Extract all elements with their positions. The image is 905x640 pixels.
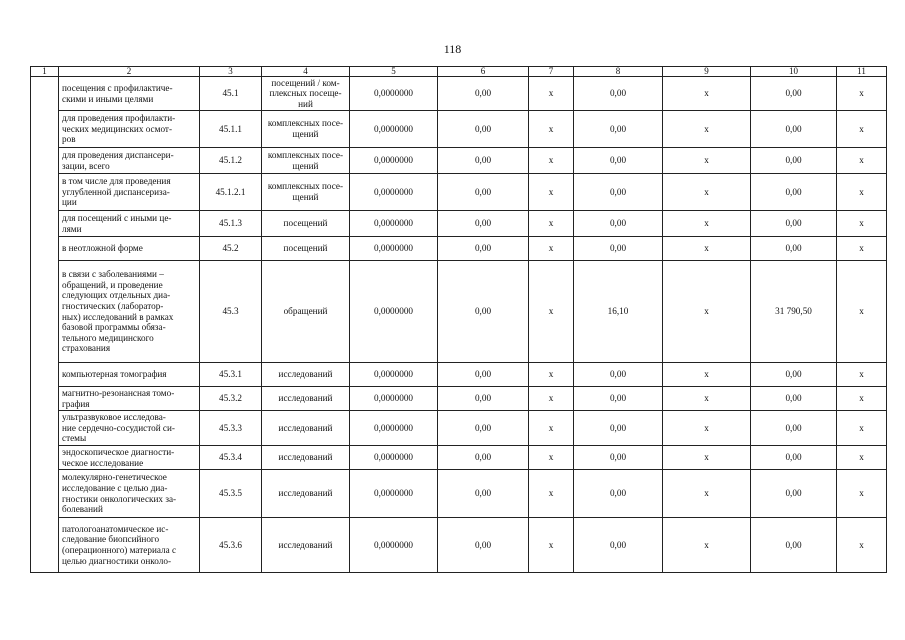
value-col-7-cell: х xyxy=(529,387,574,411)
value-col-9-cell: х xyxy=(663,237,751,261)
unit-cell: исследований xyxy=(262,411,350,446)
row-code-cell: 45.3.4 xyxy=(200,446,262,470)
value-col-6-cell: 0,00 xyxy=(438,411,529,446)
value-col-5-cell: 0,0000000 xyxy=(350,211,438,237)
row-code-cell: 45.1.1 xyxy=(200,111,262,148)
value-col-8-cell: 0,00 xyxy=(574,111,663,148)
indicator-name-cell: ультразвуковое исследова- ние сердечно-сосудистой си- стемы xyxy=(59,411,200,446)
value-col-8-cell: 0,00 xyxy=(574,387,663,411)
table-row xyxy=(31,111,887,148)
indicator-name-cell: компьютерная томография xyxy=(59,363,200,387)
value-col-11-cell: х xyxy=(837,470,887,518)
indicator-name-cell: для посещений с иными це- лями xyxy=(59,211,200,237)
value-col-8-cell: 0,00 xyxy=(574,446,663,470)
value-col-11-cell: х xyxy=(837,237,887,261)
value-col-11-cell: х xyxy=(837,111,887,148)
column-number: 2 xyxy=(59,67,200,77)
column-number: 1 xyxy=(31,67,59,77)
value-col-6-cell: 0,00 xyxy=(438,111,529,148)
value-col-6-cell: 0,00 xyxy=(438,77,529,111)
value-col-5-cell: 0,0000000 xyxy=(350,411,438,446)
value-col-6-cell: 0,00 xyxy=(438,387,529,411)
value-col-7-cell: х xyxy=(529,174,574,211)
value-col-5-cell: 0,0000000 xyxy=(350,237,438,261)
table-row xyxy=(31,237,887,261)
value-col-9-cell: х xyxy=(663,411,751,446)
value-col-10-cell: 0,00 xyxy=(751,77,837,111)
value-col-10-cell: 0,00 xyxy=(751,211,837,237)
row-code-cell: 45.3.6 xyxy=(200,518,262,573)
table-row xyxy=(31,470,887,518)
unit-cell: исследований xyxy=(262,518,350,573)
value-col-7-cell: х xyxy=(529,261,574,363)
row-code-cell: 45.1.2 xyxy=(200,148,262,174)
unit-cell: исследований xyxy=(262,387,350,411)
value-col-6-cell: 0,00 xyxy=(438,174,529,211)
value-col-8-cell: 16,10 xyxy=(574,261,663,363)
row-code-cell: 45.1 xyxy=(200,77,262,111)
table-row xyxy=(31,261,887,363)
value-col-9-cell: х xyxy=(663,387,751,411)
value-col-6-cell: 0,00 xyxy=(438,446,529,470)
value-col-8-cell: 0,00 xyxy=(574,518,663,573)
value-col-10-cell: 0,00 xyxy=(751,363,837,387)
table-row xyxy=(31,411,887,446)
value-col-8-cell: 0,00 xyxy=(574,411,663,446)
unit-cell: посещений / ком- плексных посеще- ний xyxy=(262,77,350,111)
column-number: 4 xyxy=(262,67,350,77)
indicator-name-cell: патологоанатомическое ис- следование биопсийного (операционного) материала с целью диагностики онколо- xyxy=(59,518,200,573)
row-code-cell: 45.3.2 xyxy=(200,387,262,411)
value-col-9-cell: х xyxy=(663,211,751,237)
row-code-cell: 45.3.3 xyxy=(200,411,262,446)
row-code-cell: 45.3.1 xyxy=(200,363,262,387)
value-col-7-cell: х xyxy=(529,518,574,573)
value-col-5-cell: 0,0000000 xyxy=(350,387,438,411)
column-number: 7 xyxy=(529,67,574,77)
value-col-10-cell: 0,00 xyxy=(751,237,837,261)
value-col-6-cell: 0,00 xyxy=(438,518,529,573)
value-col-10-cell: 0,00 xyxy=(751,411,837,446)
value-col-7-cell: х xyxy=(529,363,574,387)
column-number: 8 xyxy=(574,67,663,77)
value-col-7-cell: х xyxy=(529,111,574,148)
value-col-9-cell: х xyxy=(663,111,751,148)
column-number: 11 xyxy=(837,67,887,77)
unit-cell: посещений xyxy=(262,237,350,261)
value-col-7-cell: х xyxy=(529,211,574,237)
data-table xyxy=(30,66,887,573)
value-col-9-cell: х xyxy=(663,77,751,111)
value-col-8-cell: 0,00 xyxy=(574,470,663,518)
value-col-9-cell: х xyxy=(663,261,751,363)
value-col-5-cell: 0,0000000 xyxy=(350,363,438,387)
value-col-11-cell: х xyxy=(837,261,887,363)
row-code-cell: 45.1.3 xyxy=(200,211,262,237)
value-col-10-cell: 31 790,50 xyxy=(751,261,837,363)
value-col-10-cell: 0,00 xyxy=(751,148,837,174)
value-col-6-cell: 0,00 xyxy=(438,211,529,237)
indicator-name-cell: в связи с заболеваниями – обращений, и проведение следующих отдельных диа- гностических (лаборатор- ных) исследований в рамках базовой программы обяза- тельного медицинского страхования xyxy=(59,261,200,363)
unit-cell: исследований xyxy=(262,446,350,470)
table-row xyxy=(31,174,887,211)
value-col-10-cell: 0,00 xyxy=(751,518,837,573)
indicator-name-cell: для проведения диспансери- зации, всего xyxy=(59,148,200,174)
value-col-6-cell: 0,00 xyxy=(438,470,529,518)
unit-cell: исследований xyxy=(262,363,350,387)
value-col-11-cell: х xyxy=(837,411,887,446)
value-col-5-cell: 0,0000000 xyxy=(350,77,438,111)
indicator-name-cell: для проведения профилакти- ческих медицинских осмот- ров xyxy=(59,111,200,148)
value-col-6-cell: 0,00 xyxy=(438,261,529,363)
column-number: 6 xyxy=(438,67,529,77)
value-col-11-cell: х xyxy=(837,148,887,174)
table-row xyxy=(31,446,887,470)
empty-col-1-cell xyxy=(31,77,59,573)
unit-cell: посещений xyxy=(262,211,350,237)
table-row xyxy=(31,387,887,411)
column-number: 3 xyxy=(200,67,262,77)
value-col-5-cell: 0,0000000 xyxy=(350,174,438,211)
value-col-5-cell: 0,0000000 xyxy=(350,111,438,148)
row-code-cell: 45.3.5 xyxy=(200,470,262,518)
indicator-name-cell: в том числе для проведения углубленной диспансериза- ции xyxy=(59,174,200,211)
value-col-11-cell: х xyxy=(837,446,887,470)
unit-cell: исследований xyxy=(262,470,350,518)
indicator-name-cell: магнитно-резонансная томо- графия xyxy=(59,387,200,411)
value-col-11-cell: х xyxy=(837,363,887,387)
row-code-cell: 45.2 xyxy=(200,237,262,261)
row-code-cell: 45.1.2.1 xyxy=(200,174,262,211)
column-number: 9 xyxy=(663,67,751,77)
value-col-8-cell: 0,00 xyxy=(574,174,663,211)
unit-cell: комплексных посе- щений xyxy=(262,111,350,148)
table-body xyxy=(31,67,887,573)
value-col-5-cell: 0,0000000 xyxy=(350,470,438,518)
column-number: 10 xyxy=(751,67,837,77)
table-row xyxy=(31,77,887,111)
table-row xyxy=(31,518,887,573)
value-col-7-cell: х xyxy=(529,237,574,261)
value-col-10-cell: 0,00 xyxy=(751,174,837,211)
value-col-5-cell: 0,0000000 xyxy=(350,261,438,363)
unit-cell: комплексных посе- щений xyxy=(262,148,350,174)
value-col-11-cell: х xyxy=(837,77,887,111)
indicator-name-cell: молекулярно-генетическое исследование с целью диа- гностики онкологических за- болеваний xyxy=(59,470,200,518)
value-col-9-cell: х xyxy=(663,363,751,387)
value-col-7-cell: х xyxy=(529,470,574,518)
column-number-row xyxy=(31,67,887,77)
indicator-name-cell: эндоскопическое диагности- ческое исследование xyxy=(59,446,200,470)
indicator-name-cell: посещения с профилактиче- скими и иными целями xyxy=(59,77,200,111)
value-col-10-cell: 0,00 xyxy=(751,111,837,148)
value-col-5-cell: 0,0000000 xyxy=(350,446,438,470)
value-col-6-cell: 0,00 xyxy=(438,148,529,174)
value-col-10-cell: 0,00 xyxy=(751,387,837,411)
value-col-8-cell: 0,00 xyxy=(574,77,663,111)
value-col-7-cell: х xyxy=(529,77,574,111)
value-col-8-cell: 0,00 xyxy=(574,148,663,174)
value-col-9-cell: х xyxy=(663,470,751,518)
value-col-10-cell: 0,00 xyxy=(751,470,837,518)
value-col-7-cell: х xyxy=(529,411,574,446)
value-col-8-cell: 0,00 xyxy=(574,237,663,261)
table-row xyxy=(31,363,887,387)
unit-cell: комплексных посе- щений xyxy=(262,174,350,211)
table-row xyxy=(31,211,887,237)
value-col-6-cell: 0,00 xyxy=(438,363,529,387)
value-col-6-cell: 0,00 xyxy=(438,237,529,261)
value-col-11-cell: х xyxy=(837,211,887,237)
value-col-9-cell: х xyxy=(663,148,751,174)
value-col-7-cell: х xyxy=(529,148,574,174)
value-col-10-cell: 0,00 xyxy=(751,446,837,470)
value-col-5-cell: 0,0000000 xyxy=(350,148,438,174)
value-col-9-cell: х xyxy=(663,174,751,211)
unit-cell: обращений xyxy=(262,261,350,363)
column-number: 5 xyxy=(350,67,438,77)
value-col-7-cell: х xyxy=(529,446,574,470)
row-code-cell: 45.3 xyxy=(200,261,262,363)
value-col-9-cell: х xyxy=(663,446,751,470)
value-col-9-cell: х xyxy=(663,518,751,573)
value-col-11-cell: х xyxy=(837,174,887,211)
value-col-8-cell: 0,00 xyxy=(574,211,663,237)
table-row xyxy=(31,148,887,174)
page-number: 118 xyxy=(443,42,462,56)
value-col-8-cell: 0,00 xyxy=(574,363,663,387)
indicator-name-cell: в неотложной форме xyxy=(59,237,200,261)
value-col-11-cell: х xyxy=(837,387,887,411)
value-col-5-cell: 0,0000000 xyxy=(350,518,438,573)
value-col-11-cell: х xyxy=(837,518,887,573)
